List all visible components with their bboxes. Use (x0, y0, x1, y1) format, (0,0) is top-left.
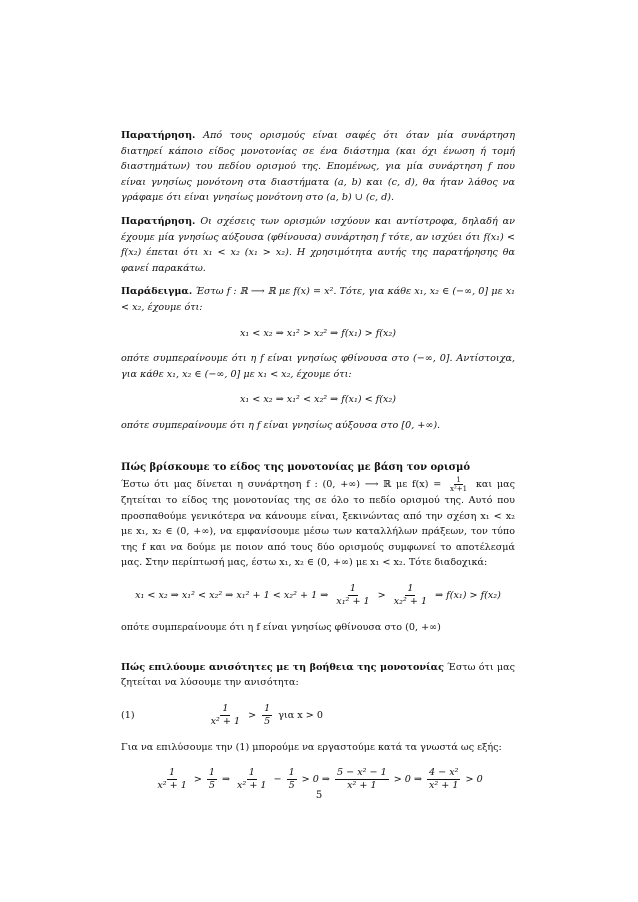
inequality-method-text: Για να επιλύσουμε την (1) μπορούμε να εργαστούμε κατά τα γνωστά ως εξής: (121, 741, 502, 753)
page-body (121, 128, 515, 804)
inequality-rhs-fraction (262, 703, 272, 728)
example-equation-2: x₁ < x₂ ⇒ x₁² < x₂² ⇒ f(x₁) < f(x₂) (240, 394, 396, 406)
inequality-lhs-den: x² + 1 (210, 715, 241, 727)
chain-gt: > (193, 774, 202, 786)
chain-minus: − (273, 774, 282, 786)
remark-title: Παρατήρηση. (121, 130, 196, 141)
chain-fraction-5 (335, 767, 389, 792)
example-paragraph (121, 284, 515, 315)
inequality-lhs-fraction (209, 703, 243, 728)
section-definition-text (121, 476, 515, 571)
inequality-expression (207, 703, 323, 728)
inequality-1 (121, 703, 515, 728)
derivation-fraction-1-den: x₁² + 1 (336, 596, 370, 608)
derivation-start: x₁ < x₂ ⇒ x₁² < x₂² ⇒ x₁² + 1 < x₂² + 1 ⇒ (135, 589, 329, 601)
equation-label: (1) (121, 709, 135, 721)
inequality-lhs-num: 1 (222, 702, 229, 714)
chain-fraction-3 (235, 767, 269, 792)
example-intro: Έστω f : ℝ ⟶ ℝ με f(x) = x². Τότε, για κάθε x₁, x₂ ∈ (−∞, 0] με x₁ < x₂, έχουμε ότι: (121, 286, 516, 313)
section-inequalities-lead: Έστω ότι μας ζητείται να λύσουμε την ανισότητα: (121, 661, 515, 689)
chain-fraction-6-den: x² + 1 (428, 780, 459, 792)
section-inequalities-paragraph (121, 660, 515, 691)
chain-gt0-a: > 0 ⇒ (301, 774, 330, 786)
chain-fraction-6 (427, 767, 461, 792)
remark-text-2: Οι σχέσεις των ορισμών ισχύουν και αντίστροφα, δηλαδή αν έχουμε μία γνησίως αύξουσα (φθίνουσα) συνάρτηση f τότε, αν ισχύει ότι f(x₁) < f(x₂) έπεται ότι x₁ < x₂ (x₁ > x₂). Η χρησιμότητα αυτής της παρατήρησης θα φανεί παρακάτω. (121, 215, 515, 274)
derivation-fraction-1 (334, 583, 371, 608)
remark-title-2: Παρατήρηση. (121, 215, 196, 227)
derivation-end: ⇒ f(x₁) > f(x₂) (435, 589, 501, 601)
remark-paragraph-2 (121, 214, 515, 276)
inequality-rhs-num: 1 (264, 702, 271, 714)
chain-fraction-1-den: x² + 1 (157, 780, 187, 792)
derivation-fraction-2-den: x₂² + 1 (393, 596, 428, 608)
remark-text: Από τους ορισμούς είναι σαφές ότι όταν μία συνάρτηση διατηρεί κάποιο είδος μονοτονίας σε ένα διάστημα (και όχι ένωση ή τομή διαστημάτων) του πεδίου ορισμού της. Επομένως, για μία συνάρτηση f που είναι γνησίως μονότονη στα διαστήματα (a, b) και (c, d), θα ήταν λάθος να γράφαμε ότι είναι γνησίως μονότονη στο (a, b) ∪ (c, d). (121, 130, 515, 204)
example-middle-text: οπότε συμπεραίνουμε ότι η f είναι γνησίως φθίνουσα στο (−∞, 0]. Αντίστοιχα, για κάθε x₁, x₂ ∈ (−∞, 0] με x₁ < x₂, έχουμε ότι: (121, 353, 515, 380)
definition-derivation (121, 583, 515, 608)
derivation-fraction-1-num: 1 (349, 583, 357, 595)
chain-fraction-4-den: 5 (288, 780, 295, 792)
section-heading-inequalities: Πώς επιλύουμε ανισότητες με τη βοήθεια της μονοτονίας (121, 661, 444, 673)
chain-fraction-6-num: 4 − x² (428, 767, 459, 779)
chain-fraction-3-num: 1 (248, 767, 255, 779)
chain-fraction-3-den: x² + 1 (237, 780, 267, 792)
derivation-gt: > (377, 589, 386, 601)
inline-fraction-num: 1 (456, 476, 461, 485)
chain-fraction-5-den: x² + 1 (347, 780, 377, 792)
section-text-b: και μας ζητείται το είδος της μονοτονίας της σε όλο το πεδίο ορισμού της. Αυτό που προσπαθούμε γενικότερα να κάνουμε είναι, ξεκινώντας από την σχέση x₁ < x₂ με x₁, x₂ ∈ (0, +∞), να εμφανίσουμε μέσω των καταλλήλων πράξεων, τον τύπο της f και να δούμε με ποιον από τους δύο ορισμούς συμφωνεί το αποτέλεσμά μας. Στην περίπτωσή μας, έστω x₁, x₂ ∈ (0, +∞) με x₁ < x₂. Τότε διαδοχικά: (121, 479, 515, 569)
derivation-fraction-2-num: 1 (407, 583, 414, 595)
inequality-gt: > (248, 709, 257, 721)
page-number: 5 (315, 790, 323, 801)
derivation-fraction-2 (392, 583, 429, 608)
inline-fraction-den: x²+1 (450, 485, 468, 494)
inequality-solution-chain (121, 767, 515, 792)
inequality-rhs-den: 5 (264, 715, 271, 727)
chain-gt0-b: > 0 ⇒ (393, 774, 422, 786)
chain-fraction-5-num: 5 − x² − 1 (336, 767, 387, 779)
chain-fraction-4-num: 1 (288, 767, 295, 779)
chain-fraction-4 (287, 767, 297, 792)
example-conclusion: οπότε συμπεραίνουμε ότι η f είναι γνησίως αύξουσα στο [0, +∞). (121, 419, 441, 431)
inequality-condition: για x > 0 (278, 709, 323, 721)
chain-fraction-1-num: 1 (169, 767, 176, 779)
chain-fraction-2-num: 1 (208, 767, 215, 779)
chain-fraction-1 (155, 767, 189, 792)
chain-implies: ⇒ (221, 774, 231, 786)
section-text-a: Έστω ότι μας δίνεται η συνάρτηση f : (0, +∞) ⟶ ℝ με f(x) = (121, 479, 447, 491)
chain-gt0-c: > 0 (465, 774, 483, 786)
section-heading-definition: Πώς βρίσκουμε το είδος της μονοτονίας με βάση τον ορισμό (121, 461, 471, 473)
inline-fraction (448, 476, 469, 493)
example-title: Παράδειγμα. (121, 286, 193, 298)
example-equation-1: x₁ < x₂ ⇒ x₁² > x₂² ⇒ f(x₁) > f(x₂) (240, 327, 396, 339)
chain-fraction-2-den: 5 (208, 780, 215, 792)
chain-fraction-2 (207, 767, 217, 792)
remark-paragraph (121, 128, 515, 206)
section-definition-conclusion: οπότε συμπεραίνουμε ότι η f είναι γνησίως φθίνουσα στο (0, +∞) (121, 622, 441, 634)
